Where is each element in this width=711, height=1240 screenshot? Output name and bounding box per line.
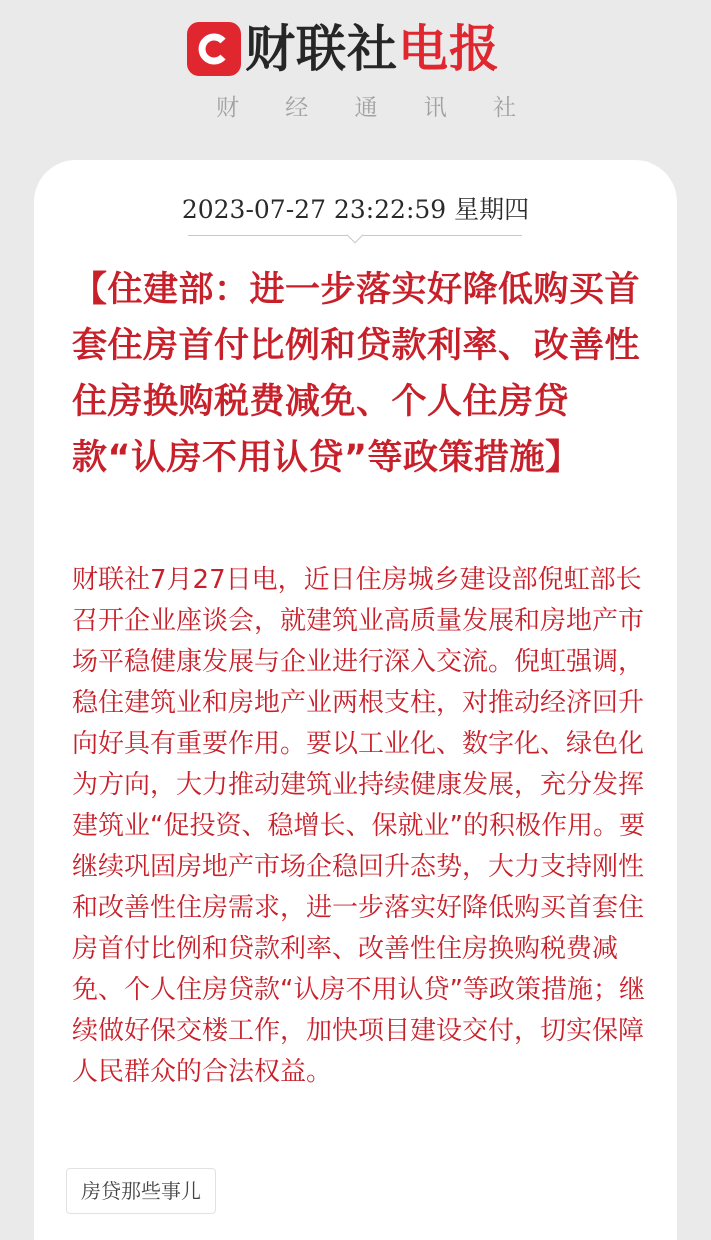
tagline-char: 财 [216, 95, 239, 121]
publish-datetime: 2023-07-27 23:22:59 星期四 [181, 195, 530, 224]
tagline-char: 经 [285, 95, 309, 121]
article-headline: 【住建部：进一步落实好降低购买首套住房首付比例和贷款利率、改善性住房换购税费减免、个人住房贷款“认房不用认贷”等政策措施】 [72, 270, 641, 478]
article-body: 财联社7月27日电，近日住房城乡建设部倪虹部长召开企业座谈会，就建筑业高质量发展和房地产市场平稳健康发展与企业进行深入交流。倪虹强调，稳住建筑业和房地产业两根支柱，对推动经济回升向好具有重要作用。要以工业化、数字化、绿色化为方向，大力推动建筑业持续健康发展，充分发挥建筑业“促投资、稳增长、保就业”的积极作用。要继续巩固房地产市场企稳回升态势，大力支持刚性和改善性住房需求，进一步落实好降低购买首套住房首付比例和贷款利率、改善性住房换购税费减免、个人住房贷款“认房不用认贷”等政策措施；继续做好保交楼工作，加快项目建设交付，切实保障人民群众的合法权益。 [72, 565, 645, 1087]
brand-tagline [216, 89, 516, 122]
topic-tag[interactable]: 房贷那些事儿 [66, 1168, 216, 1214]
logo-wordmark-red: 电报 [398, 20, 500, 78]
tagline-char: 通 [354, 95, 378, 121]
logo-wordmark-dark: 财联社 [245, 20, 398, 78]
logo-wordmark [245, 20, 500, 78]
tagline-char: 社 [493, 95, 516, 121]
brand-header [0, 0, 711, 160]
cls-logo [187, 20, 500, 78]
logo-c-icon [187, 22, 241, 76]
tagline-char: 讯 [423, 95, 447, 121]
